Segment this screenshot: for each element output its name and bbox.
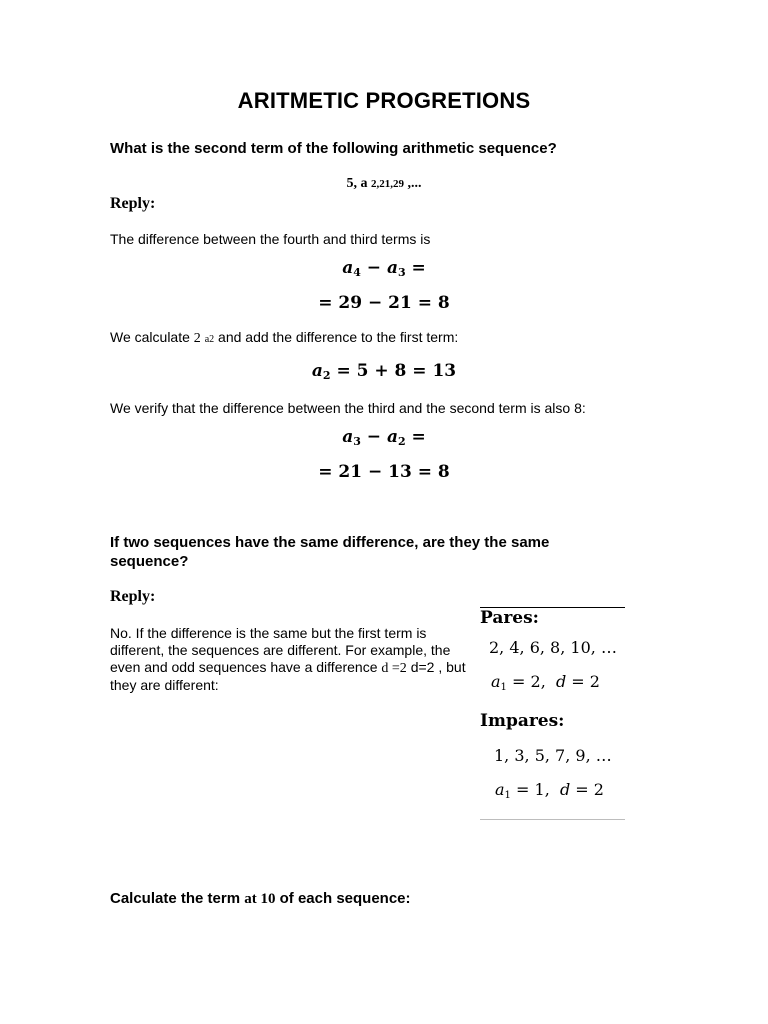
pares-a: a bbox=[491, 672, 501, 691]
impares-a: a bbox=[495, 780, 505, 799]
para2-part2: d=2 , but they are different: bbox=[110, 659, 466, 693]
impares-params bbox=[495, 780, 604, 801]
pares-params bbox=[491, 672, 600, 693]
impares-eq: = 1, bbox=[516, 780, 550, 799]
pares-sub: 1 bbox=[500, 682, 507, 693]
calc-before: We calculate bbox=[110, 329, 190, 345]
question-second-term: What is the second term of the following arithmetic sequence? bbox=[110, 140, 557, 157]
sequence-line bbox=[0, 176, 768, 192]
page-title: ARITMETIC PROGRETIONS bbox=[237, 88, 531, 113]
equation-a2 bbox=[0, 361, 768, 382]
eq-sub: 3 bbox=[397, 266, 406, 279]
sequence-end: ,... bbox=[407, 176, 422, 191]
q3-before: Calculate the term bbox=[110, 890, 241, 907]
impares-deq: = 2 bbox=[575, 780, 604, 799]
eq-sub: 2 bbox=[397, 435, 406, 448]
para2-part1: No. If the difference is the same but the first term is different, the sequences are different. For example, the even and odd sequences have a difference bbox=[110, 625, 451, 675]
eq-tail: = bbox=[411, 427, 426, 447]
impares-sub: 1 bbox=[504, 790, 511, 801]
calc-mid: 2 bbox=[193, 331, 201, 346]
equation-a4-minus-a3 bbox=[0, 258, 768, 279]
impares-d: d bbox=[559, 780, 571, 799]
equation-a3-minus-a2 bbox=[0, 427, 768, 448]
impares-sequence: 1, 3, 5, 7, 9, … bbox=[494, 746, 612, 765]
calc-small: a2 bbox=[204, 334, 215, 345]
pares-sequence: 2, 4, 6, 8, 10, … bbox=[489, 638, 617, 657]
para2-serif: d =2 bbox=[381, 661, 407, 676]
eq-symbol: a bbox=[342, 258, 354, 278]
eq-symbol: a bbox=[386, 258, 398, 278]
eq-op: − bbox=[366, 427, 382, 447]
pares-eq: = 2, bbox=[512, 672, 546, 691]
pares-title: Pares: bbox=[480, 608, 539, 628]
reply-label-2: Reply: bbox=[110, 588, 156, 605]
pares-deq: = 2 bbox=[571, 672, 600, 691]
eq-tail: = bbox=[411, 258, 426, 278]
q3-after: of each sequence: bbox=[279, 890, 411, 907]
eq-symbol: a bbox=[342, 427, 354, 447]
calc-after: and add the difference to the first term: bbox=[218, 329, 459, 345]
equation-21-minus-13: = 21 − 13 = 8 bbox=[318, 462, 450, 482]
eq-symbol: a bbox=[386, 427, 398, 447]
sequence-main: 5, a bbox=[346, 176, 368, 191]
impares-title: Impares: bbox=[480, 711, 565, 731]
q3-serif: at 10 bbox=[244, 891, 276, 907]
eq-sub: 4 bbox=[353, 266, 361, 279]
eq-sub: 3 bbox=[353, 435, 361, 448]
paragraph-difference: The difference between the fourth and third terms is bbox=[110, 231, 431, 247]
pares-d: d bbox=[555, 672, 567, 691]
equation-29-minus-21: = 29 − 21 = 8 bbox=[318, 293, 450, 313]
paragraph-calculate bbox=[110, 329, 458, 348]
eq-symbol: a bbox=[311, 361, 323, 381]
sequence-small: 2,21,29 bbox=[371, 178, 404, 190]
paragraph-verify: We verify that the difference between the third and the second term is also 8: bbox=[110, 400, 586, 416]
question-term-10 bbox=[110, 889, 411, 909]
question-same-difference: If two sequences have the same difference, are they the same sequence? bbox=[110, 534, 550, 570]
box-bottom-rule bbox=[480, 819, 625, 820]
eq-sub: 2 bbox=[322, 369, 331, 382]
eq-op: − bbox=[366, 258, 382, 278]
reply-label-1: Reply: bbox=[110, 195, 156, 212]
eq-tail: = 5 + 8 = 13 bbox=[336, 361, 457, 381]
paragraph-no-same bbox=[110, 625, 466, 694]
